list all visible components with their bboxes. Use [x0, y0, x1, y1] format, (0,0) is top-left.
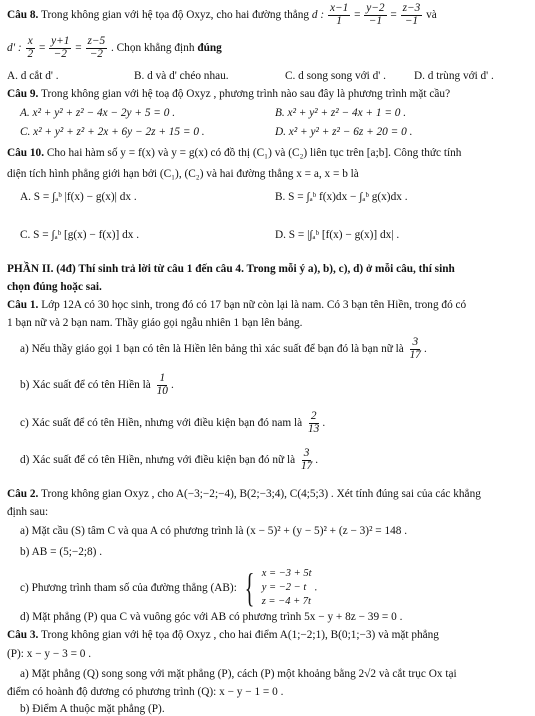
- c1-item-a: a) Nếu thầy giáo gọi 1 bạn có tên là Hiền lên bảng thì xác suất để bạn đó là bạn nữ là $\frac{3}{17}$ .: [20, 336, 427, 361]
- q9-number: Câu 9.: [7, 88, 39, 100]
- q9-line: [7, 87, 528, 101]
- q8-option-d: D. d trùng với d' .: [414, 70, 494, 82]
- q8-line1: Câu 8. Trong không gian với hệ tọa độ Oxyz, cho hai đường thẳng d : $\frac{x-1}{1}$ = $\frac{y-2}{-1}$ = $\frac{z-3}{-1}$ và: [7, 2, 437, 27]
- q9-option-b: B. x² + y² + z² − 4x + 1 = 0 .: [275, 107, 407, 119]
- c3-line2: (P): x − y − 3 = 0 .: [7, 648, 92, 660]
- c2-item-b: b) AB = (5;−2;8) .: [20, 546, 103, 558]
- q8-d2-label: d' :: [7, 41, 22, 54]
- c3-item-a-line2: điểm có hoành độ dương có phương trình (Q): x − y − 1 = 0 .: [7, 686, 284, 698]
- c2-item-c: c) Phương trình tham số của đường thẳng (AB): { x = −3 + 5t y = −2 − t z = −4 + 7t .: [20, 563, 528, 613]
- q10-number: Câu 10.: [7, 147, 45, 159]
- q8-option-a: A. d cắt d' .: [7, 70, 59, 82]
- q8-line2: d' : $\frac{x}{2}$ = $\frac{y+1}{-2}$ = $\frac{z-5}{-2}$ . Chọn khẳng định đúng: [7, 35, 222, 60]
- q8-d2-equation: $\frac{x}{2}$ = $\frac{y+1}{-2}$ = $\frac{z-5}{-2}$: [27, 35, 106, 60]
- q10-option-d: D. S = |∫ₐᵇ [f(x) − g(x)] dx| .: [275, 229, 400, 241]
- c1-item-b: b) Xác suất để có tên Hiền là $\frac{1}{10}$ .: [20, 372, 174, 397]
- q10-option-a: A. S = ∫ₐᵇ |f(x) − g(x)| dx .: [20, 191, 137, 203]
- part2-heading-line1: PHẦN II. (4đ) Thí sinh trả lời từ câu 1 đến câu 4. Trong mỗi ý a), b), c), d) ở mỗi câu, thí sinh: [7, 263, 455, 275]
- c1-line1: Câu 1. Lớp 12A có 30 học sinh, trong đó có 17 bạn nữ còn lại là nam. Có 3 bạn tên Hiền, trong đó có: [7, 299, 467, 311]
- q9-text: Trong không gian với hệ toạ độ Oxyz , phương trình nào sau đây là phương trình mặt cầu?: [41, 88, 451, 100]
- c1-number: Câu 1.: [7, 299, 39, 311]
- q9-option-d: D. x² + y² + z² − 6z + 20 = 0 .: [275, 126, 413, 138]
- q9-option-a: A. x² + y² + z² − 4x − 2y + 5 = 0 .: [20, 107, 176, 119]
- q10-option-c: C. S = ∫ₐᵇ [g(x) − f(x)] dx .: [20, 229, 140, 241]
- q8-d-label: d :: [311, 8, 325, 21]
- c2-item-a: a) Mặt cầu (S) tâm C và qua A có phương trình là (x − 5)² + (y − 5)² + (z − 3)² = 148 .: [20, 525, 408, 537]
- c3-number: Câu 3.: [7, 629, 39, 641]
- c2-number: Câu 2.: [7, 488, 39, 500]
- q10-text1: Cho hai hàm số y = f(x) và y = g(x) có đồ thị (C₁) và (C₂) liên tục trên [a;b]. Công thức tính: [46, 147, 462, 159]
- c3-item-b: b) Điểm A thuộc mặt phẳng (P).: [20, 703, 165, 715]
- q8-text: Trong không gian với hệ tọa độ Oxyz, cho hai đường thẳng: [41, 8, 310, 21]
- brace: {: [244, 565, 255, 610]
- q8-option-b: B. d và d' chéo nhau.: [134, 70, 229, 82]
- q8-d-equation: $\frac{x-1}{1}$ = $\frac{y-2}{-1}$ = $\frac{z-3}{-1}$: [329, 2, 421, 27]
- q8-option-c: C. d song song với d' .: [285, 70, 386, 82]
- c1-item-c: c) Xác suất để có tên Hiền, nhưng với điều kiện bạn đó nam là $\frac{2}{13}$ .: [20, 410, 326, 435]
- q10-line1: [7, 146, 528, 160]
- q10-option-b: B. S = ∫ₐᵇ f(x)dx − ∫ₐᵇ g(x)dx .: [275, 191, 408, 203]
- q10-line2: diện tích hình phẳng giới hạn bởi (C₁), (C₂) và hai đường thẳng x = a, x = b là: [7, 168, 359, 180]
- c2-line1: Câu 2. Trong không gian Oxyz , cho A(−3;−2;−4), B(2;−3;4), C(4;5;3) . Xét tính đúng sai của các khẳng: [7, 488, 481, 500]
- c1-line2: 1 bạn nữ và 2 bạn nam. Thầy giáo gọi ngẫu nhiên 1 bạn lên bảng.: [7, 317, 303, 329]
- c3-line1: Câu 3. Trong không gian với hệ tọa độ Oxyz , cho hai điểm A(1;−2;1), B(0;1;−3) và mặt phẳng: [7, 629, 439, 641]
- c1-item-d: d) Xác suất để có tên Hiền, nhưng với điều kiện bạn đó nữ là $\frac{3}{17}$ .: [20, 447, 319, 472]
- part2-heading-line2: chọn đúng hoặc sai.: [7, 281, 102, 293]
- c3-item-a-line1: a) Mặt phẳng (Q) song song với mặt phẳng (P), cách (P) một khoảng bằng 2√2 và cắt trục Ox tại: [20, 668, 457, 680]
- param-system: x = −3 + 5t y = −2 − t z = −4 + 7t: [261, 568, 312, 607]
- c2-item-d: d) Mặt phẳng (P) qua C và vuông góc với AB có phương trình 5x − y + 8z − 39 = 0 .: [20, 611, 403, 623]
- c2-line2: định sau:: [7, 506, 49, 518]
- q9-option-c: C. x² + y² + z² + 2x + 6y − 2z + 15 = 0 .: [20, 126, 205, 138]
- q8-number: Câu 8.: [7, 8, 39, 21]
